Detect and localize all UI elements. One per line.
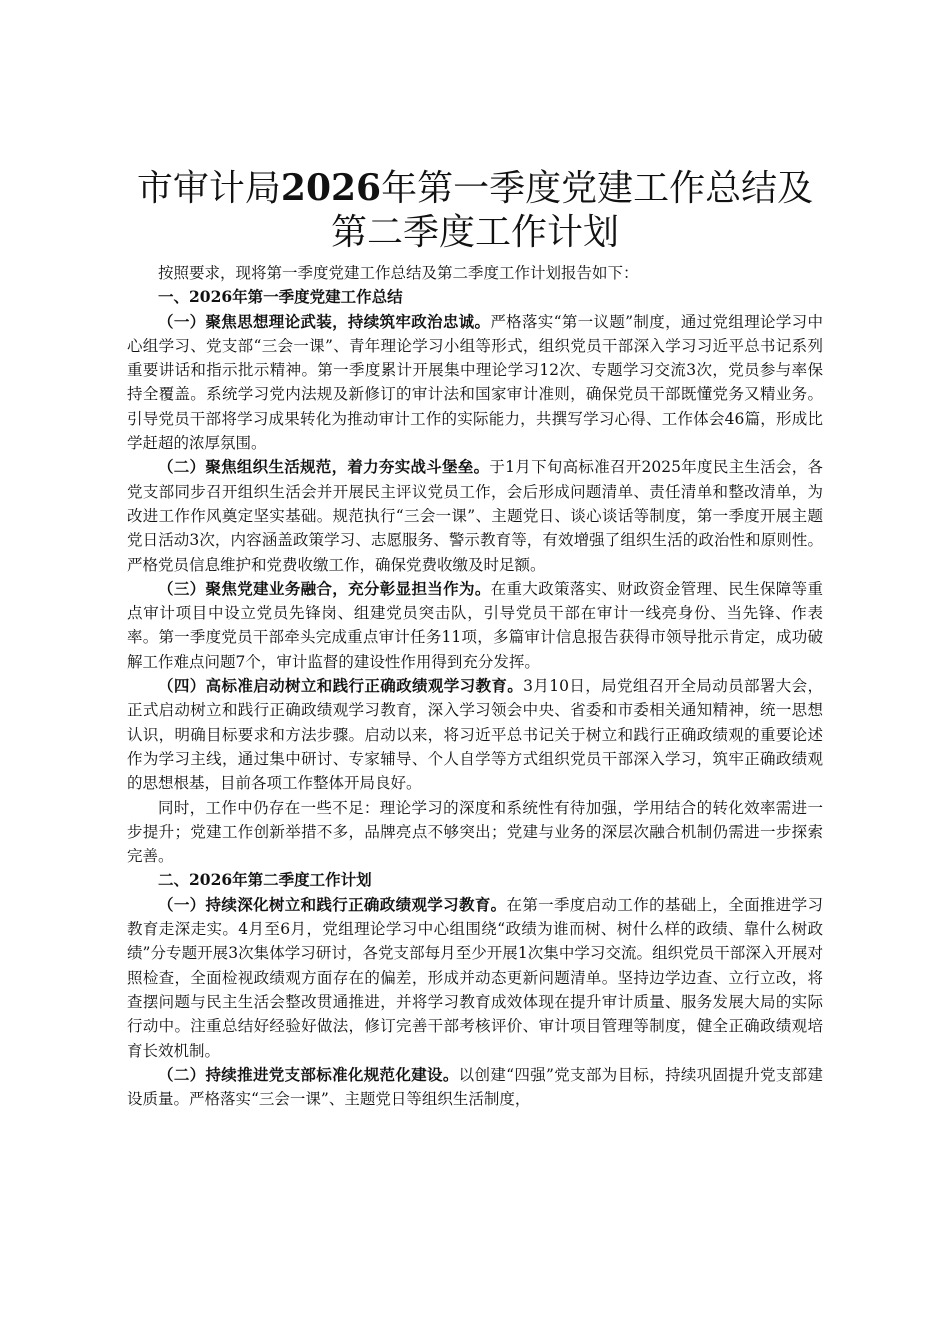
summary-paragraph-3 bbox=[127, 577, 823, 674]
intro-paragraph: 按照要求，现将第一季度党建工作总结及第二季度工作计划报告如下： bbox=[158, 264, 639, 282]
paragraph-lead: （一）聚焦思想理论武装，持续筑牢政治忠诚。 bbox=[158, 311, 491, 331]
title-year: 2026 bbox=[280, 167, 382, 209]
paragraph-body: 3月10日，局党组召开全局动员部署大会，正式启动树立和践行正确政绩观学习教育，深入学习领会中央、省委和市委相关通知精神，统一思想认识，明确目标要求和方法步骤。启动以来，将习近平总书记关于树立和践行正确政绩观的重要论述作为学习主线，通过集中研讨、专家辅导、个人自学等方式组织党员干部深入学习，筑牢正确政绩观的思想根基，目前各项工作整体开局良好。 bbox=[127, 677, 823, 793]
paragraph-body: 以创建“四强”党支部为目标，持续巩固提升党支部建设质量。严格落实“三会一课”、主题党日等组织生活制度， bbox=[127, 1065, 823, 1109]
section-heading-plan: 二、2026年第二季度工作计划 bbox=[158, 870, 372, 890]
title-suffix: 年第一季度党建工作总结及第二季度工作计划 bbox=[330, 168, 814, 253]
paragraph-body: 在第一季度启动工作的基础上，全面推进学习教育走深走实。4月至6月，党组理论学习中心组围绕“政绩为谁而树、树什么样的政绩、靠什么树政绩”分专题开展3次集体学习研讨，各党支部每月至少开展1次集中学习交流。组织党员干部深入开展对照检查，全面检视政绩观方面存在的偏差，形成并动态更新问题清单。坚持边学边查、立行立改，将查摆问题与民主生活会整改贯通推进，并将学习教育成效体现在提升审计质量、服务发展大局的实际行动中。注重总结好经验好做法，修订完善干部考核评价、审计项目管理等制度，健全正确政绩观培育长效机制。 bbox=[127, 895, 823, 1060]
document-title bbox=[127, 166, 823, 255]
summary-paragraph-2 bbox=[127, 455, 823, 576]
paragraph-lead: （二）持续推进党支部标准化规范化建设。 bbox=[158, 1064, 459, 1084]
paragraph-body: 同时，工作中仍存在一些不足：理论学习的深度和系统性有待加强，学用结合的转化效率需进一步提升；党建工作创新举措不多，品牌亮点不够突出；党建与业务的深层次融合机制仍需进一步探索完善。 bbox=[127, 798, 823, 866]
shortcomings-paragraph bbox=[127, 796, 823, 869]
paragraph-lead: （三）聚焦党建业务融合，充分彰显担当作为。 bbox=[158, 578, 491, 598]
summary-paragraph-1 bbox=[127, 310, 823, 456]
paragraph-lead: （一）持续深化树立和践行正确政绩观学习教育。 bbox=[158, 894, 507, 914]
title-prefix: 市审计局 bbox=[136, 168, 281, 209]
paragraph-body: 严格落实“第一议题”制度，通过党组理论学习中心组学习、党支部“三会一课”、青年理论学习小组等形式，组织党员干部深入学习习近平总书记系列重要讲话和指示批示精神。第一季度累计开展集中理论学习12次、专题学习交流3次，党员参与率保持全覆盖。系统学习党内法规及新修订的审计法和国家审计准则，确保党员干部既懂党务又精业务。引导党员干部将学习成果转化为推动审计工作的实际能力，共撰写学习心得、工作体会46篇，形成比学赶超的浓厚氛围。 bbox=[127, 312, 823, 453]
paragraph-body: 于1月下旬高标准召开2025年度民主生活会，各党支部同步召开组织生活会并开展民主评议党员工作，会后形成问题清单、责任清单和整改清单，为改进工作作风奠定坚实基础。规范执行“三会一课”、主题党日、谈心谈话等制度，第一季度开展主题党日活动3次，内容涵盖政策学习、志愿服务、警示教育等，有效增强了组织生活的政治性和原则性。严格党员信息维护和党费收缴工作，确保党费收缴及时足额。 bbox=[127, 458, 823, 574]
summary-paragraph-4 bbox=[127, 674, 823, 795]
paragraph-lead: （四）高标准启动树立和践行正确政绩观学习教育。 bbox=[158, 676, 524, 696]
plan-paragraph-1 bbox=[127, 893, 823, 1063]
document-page bbox=[127, 166, 823, 1111]
paragraph-lead: （二）聚焦组织生活规范，着力夯实战斗堡垒。 bbox=[158, 457, 490, 477]
section-heading-summary: 一、2026年第一季度党建工作总结 bbox=[158, 287, 403, 307]
paragraph-body: 在重大政策落实、财政资金管理、民生保障等重点审计项目中设立党员先锋岗、组建党员突击队，引导党员干部在审计一线亮身份、当先锋、作表率。第一季度党员干部牵头完成重点审计任务11项，多篇审计信息报告获得市领导批示肯定，成功破解工作难点问题7个，审计监督的建设性作用得到充分发挥。 bbox=[127, 579, 823, 671]
plan-paragraph-2 bbox=[127, 1063, 823, 1112]
